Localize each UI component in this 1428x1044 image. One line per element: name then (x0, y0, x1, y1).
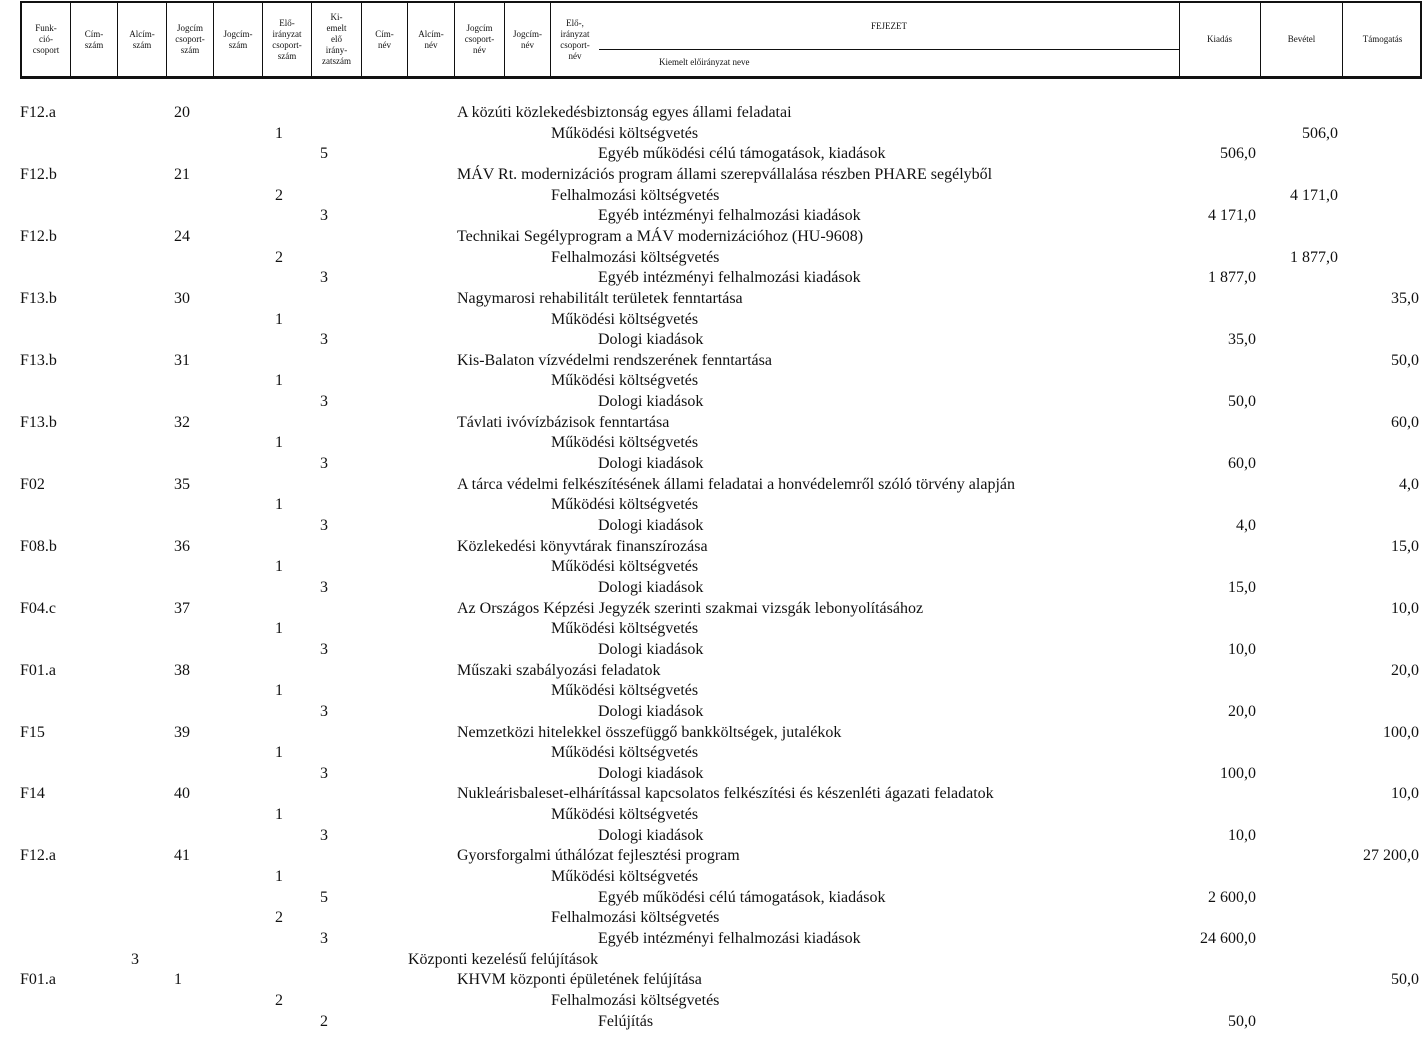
kiemelt-eloiranyzat-szam: 3 (320, 930, 328, 947)
table-row (0, 578, 1428, 598)
kiemelt-eloiranyzat-szam: 2 (320, 1013, 328, 1030)
funkcio-csoport: F12.b (20, 166, 57, 183)
eloiranyzat-csoport-szam: 2 (275, 249, 283, 266)
jogcim-csoport-szam: 41 (174, 847, 190, 864)
jogcim-csoport-szam: 21 (174, 166, 190, 183)
table-row (0, 537, 1428, 557)
funkcio-csoport: F01.a (20, 662, 56, 679)
table-row (0, 268, 1428, 288)
bevetel-header: Bevétel (1261, 3, 1343, 76)
eloiranyzat-csoport-szam: 1 (275, 868, 283, 885)
tamogatas-value: 27 200,0 (1363, 847, 1419, 864)
kiemelt-eloiranyzat-szam: 3 (320, 827, 328, 844)
item-name: Központi kezelésű felújítások (408, 951, 599, 968)
item-name: Gyorsforgalmi úthálózat fejlesztési program (457, 847, 740, 864)
funkcio-csoport: F13.b (20, 352, 57, 369)
eloiranyzat-csoport-szam: 1 (275, 620, 283, 637)
table-row (0, 413, 1428, 433)
jogcim-csoport-szam: 36 (174, 538, 190, 555)
table-row (0, 908, 1428, 928)
tamogatas-value: 100,0 (1383, 724, 1419, 741)
item-name: Dologi kiadások (598, 765, 704, 782)
jogcim-csoport-szam: 20 (174, 104, 190, 121)
table-row (0, 640, 1428, 660)
kiemelt-eloiranyzat-szam: 3 (320, 703, 328, 720)
item-name: Nagymarosi rehabilitált területek fenntartása (457, 290, 743, 307)
eloiranyzat-csoport-szam: 1 (275, 682, 283, 699)
kiemelt-eloiranyzat-szam: 5 (320, 145, 328, 162)
table-row (0, 351, 1428, 371)
funkcio-csoport: F02 (20, 476, 45, 493)
item-name: Működési költségvetés (551, 372, 699, 389)
item-name: Egyéb intézményi felhalmozási kiadások (598, 930, 861, 947)
funkcio-csoport: F14 (20, 785, 45, 802)
funkcio-csoport: F04.c (20, 600, 56, 617)
item-name: Közlekedési könyvtárak finanszírozása (457, 538, 708, 555)
tamogatas-value: 35,0 (1391, 290, 1419, 307)
table-row (0, 433, 1428, 453)
table-row (0, 619, 1428, 639)
tamogatas-header: Támogatás (1362, 34, 1403, 44)
bevetel-value: 506,0 (1302, 125, 1338, 142)
table-row (0, 743, 1428, 763)
tamogatas-value: 60,0 (1391, 414, 1419, 431)
jogcim-csoport-szam: 32 (174, 414, 190, 431)
eloiranyzat-csoport-szam: 2 (275, 187, 283, 204)
item-name: Nemzetközi hitelekkel összefüggő bankköltségek, jutalékok (457, 724, 842, 741)
item-name: KHVM központi épületének felújítása (457, 971, 702, 988)
jogcim-csoport-szam: 30 (174, 290, 190, 307)
fejezet-column (599, 3, 1180, 76)
table-row (0, 599, 1428, 619)
eloiranyzat-csoport-szam: 1 (275, 311, 283, 328)
kiemelt-eloiranyzat-szam: 5 (320, 889, 328, 906)
item-name: A közúti közlekedésbiztonság egyes állami feladatai (457, 104, 792, 121)
kiadas-value: 60,0 (1228, 455, 1256, 472)
table-row (0, 702, 1428, 722)
header-column-2: Alcím- szám (118, 3, 167, 76)
item-name: Működési költségvetés (551, 744, 699, 761)
kiemelt-eloiranyzat-szam: 3 (320, 765, 328, 782)
table-row (0, 144, 1428, 164)
table-row (0, 661, 1428, 681)
kiadas-value: 35,0 (1228, 331, 1256, 348)
kiemelt-eloiranyzat-szam: 3 (320, 579, 328, 596)
header-column-4: Jogcím- szám (214, 3, 263, 76)
kiadas-value: 506,0 (1220, 145, 1256, 162)
table-row (0, 495, 1428, 515)
table-row (0, 310, 1428, 330)
funkcio-csoport: F12.a (20, 104, 56, 121)
header-column-6: Ki- emelt elő irány- zatszám (312, 3, 362, 76)
table-row (0, 950, 1428, 970)
funkcio-csoport: F12.a (20, 847, 56, 864)
header-column-1: Cím- szám (71, 3, 118, 76)
table-row (0, 1012, 1428, 1032)
item-name: Egyéb intézményi felhalmozási kiadások (598, 269, 861, 286)
item-name: Dologi kiadások (598, 641, 704, 658)
eloiranyzat-csoport-szam: 1 (275, 744, 283, 761)
table-row (0, 784, 1428, 804)
jogcim-csoport-szam: 24 (174, 228, 190, 245)
item-name: Működési költségvetés (551, 868, 699, 885)
funkcio-csoport: F01.a (20, 971, 56, 988)
tamogatas-value: 10,0 (1391, 600, 1419, 617)
kiadas-value: 2 600,0 (1208, 889, 1256, 906)
table-row (0, 805, 1428, 825)
table-row (0, 371, 1428, 391)
table-row (0, 330, 1428, 350)
header-column-0: Funk- ció- csoport (22, 3, 71, 76)
kiemelt-eloiranyzat-szam: 3 (320, 455, 328, 472)
item-name: Dologi kiadások (598, 827, 704, 844)
eloiranyzat-csoport-szam: 2 (275, 909, 283, 926)
item-name: A tárca védelmi felkészítésének állami feladatai a honvédelemről szóló törvény alapján (457, 476, 1015, 493)
item-name: Dologi kiadások (598, 579, 704, 596)
table-row (0, 557, 1428, 577)
kiemelt-eloiranyzat-szam: 3 (320, 393, 328, 410)
table-row (0, 454, 1428, 474)
funkcio-csoport: F12.b (20, 228, 57, 245)
table-row (0, 475, 1428, 495)
item-name: Egyéb intézményi felhalmozási kiadások (598, 207, 861, 224)
kiadas-value: 50,0 (1228, 393, 1256, 410)
kiadas-value: 50,0 (1228, 1013, 1256, 1030)
kiadas-value: 4,0 (1236, 517, 1256, 534)
funkcio-csoport: F15 (20, 724, 45, 741)
item-name: Az Országos Képzési Jegyzék szerinti szakmai vizsgák lebonyolításához (457, 600, 924, 617)
item-name: Felhalmozási költségvetés (551, 187, 720, 204)
header-column-7: Cím- név (362, 3, 408, 76)
tamogatas-value: 20,0 (1391, 662, 1419, 679)
bevetel-value: 4 171,0 (1290, 187, 1338, 204)
kiadas-header: Kiadás (1179, 3, 1261, 76)
item-name: Nukleárisbaleset-elhárítással kapcsolatos felkészítési és készenléti ágazati feladatok (457, 785, 994, 802)
item-name: Egyéb működési célú támogatások, kiadások (598, 145, 886, 162)
item-name: Dologi kiadások (598, 393, 704, 410)
item-name: Dologi kiadások (598, 331, 704, 348)
kiadas-value: 100,0 (1220, 765, 1256, 782)
table-header (20, 1, 1422, 79)
item-name: Felhalmozási költségvetés (551, 909, 720, 926)
eloiranyzat-csoport-szam: 1 (275, 434, 283, 451)
tamogatas-value: 15,0 (1391, 538, 1419, 555)
kiemelt-eloiranyzat-szam: 3 (320, 517, 328, 534)
table-row (0, 248, 1428, 268)
kiadas-value: 15,0 (1228, 579, 1256, 596)
header-column-10: Jogcím- név (505, 3, 551, 76)
jogcim-csoport-szam: 35 (174, 476, 190, 493)
table-row (0, 991, 1428, 1011)
funkcio-csoport: F13.b (20, 290, 57, 307)
item-name: Technikai Segélyprogram a MÁV modernizációhoz (HU-9608) (457, 228, 864, 245)
tamogatas-value: 50,0 (1391, 352, 1419, 369)
item-name: Működési költségvetés (551, 434, 699, 451)
jogcim-csoport-szam: 37 (174, 600, 190, 617)
jogcim-csoport-szam: 31 (174, 352, 190, 369)
table-row (0, 764, 1428, 784)
table-row (0, 392, 1428, 412)
table-row (0, 186, 1428, 206)
kiadas-value: 4 171,0 (1208, 207, 1256, 224)
table-row (0, 970, 1428, 990)
table-row (0, 929, 1428, 949)
table-row (0, 289, 1428, 309)
eloiranyzat-csoport-szam: 1 (275, 372, 283, 389)
item-name: Dologi kiadások (598, 517, 704, 534)
item-name: Egyéb működési célú támogatások, kiadások (598, 889, 886, 906)
item-name: Felhalmozási költségvetés (551, 992, 720, 1009)
table-row (0, 124, 1428, 144)
kiemelt-eloiranyzat-szam: 3 (320, 207, 328, 224)
item-name: Működési költségvetés (551, 682, 699, 699)
table-row (0, 867, 1428, 887)
header-column-3: Jogcím csoport- szám (167, 3, 214, 76)
kiadas-value: 20,0 (1228, 703, 1256, 720)
kiemelt-eloiranyzat-szam: 3 (320, 641, 328, 658)
kiemelt-eloiranyzat-szam: 3 (320, 269, 328, 286)
eloiranyzat-csoport-szam: 1 (275, 558, 283, 575)
item-name: Működési költségvetés (551, 558, 699, 575)
table-row (0, 103, 1428, 123)
eloiranyzat-csoport-szam: 1 (275, 125, 283, 142)
funkcio-csoport: F13.b (20, 414, 57, 431)
fejezet-label: FEJEZET (599, 3, 1179, 50)
table-row (0, 206, 1428, 226)
table-row (0, 846, 1428, 866)
item-name: Működési költségvetés (551, 620, 699, 637)
table-row (0, 227, 1428, 247)
item-name: Felújítás (598, 1013, 654, 1030)
item-name: Dologi kiadások (598, 455, 704, 472)
table-row (0, 826, 1428, 846)
tamogatas-value: 4,0 (1399, 476, 1419, 493)
item-name: Távlati ivóvízbázisok fenntartása (457, 414, 670, 431)
item-name: MÁV Rt. modernizációs program állami szerepvállalása részben PHARE segélyből (457, 166, 993, 183)
table-row (0, 165, 1428, 185)
item-name: Felhalmozási költségvetés (551, 249, 720, 266)
table-row (0, 681, 1428, 701)
item-name: Működési költségvetés (551, 496, 699, 513)
item-name: Működési költségvetés (551, 311, 699, 328)
cim-szam: 3 (131, 951, 139, 968)
tamogatas-value: 50,0 (1391, 971, 1419, 988)
kiadas-value: 10,0 (1228, 827, 1256, 844)
item-name: Működési költségvetés (551, 806, 699, 823)
item-name: Működési költségvetés (551, 125, 699, 142)
header-column-8: Alcím- név (408, 3, 455, 76)
header-column-9: Jogcím csoport- név (455, 3, 505, 76)
jogcim-csoport-szam: 1 (174, 971, 182, 988)
funkcio-csoport: F08.b (20, 538, 57, 555)
header-column-11: Elő-, irányzat csoport- név (560, 17, 590, 61)
bevetel-value: 1 877,0 (1290, 249, 1338, 266)
kiadas-value: 24 600,0 (1200, 930, 1256, 947)
kiemelt-label: Kiemelt előirányzat neve (659, 57, 750, 67)
eloiranyzat-csoport-szam: 1 (275, 806, 283, 823)
jogcim-csoport-szam: 38 (174, 662, 190, 679)
kiemelt-eloiranyzat-szam: 3 (320, 331, 328, 348)
table-row (0, 723, 1428, 743)
item-name: Műszaki szabályozási feladatok (457, 662, 661, 679)
table-row (0, 516, 1428, 536)
eloiranyzat-csoport-szam: 1 (275, 496, 283, 513)
jogcim-csoport-szam: 40 (174, 785, 190, 802)
eloiranyzat-csoport-szam: 2 (275, 992, 283, 1009)
kiadas-value: 10,0 (1228, 641, 1256, 658)
kiadas-value: 1 877,0 (1208, 269, 1256, 286)
item-name: Kis-Balaton vízvédelmi rendszerének fenntartása (457, 352, 772, 369)
tamogatas-value: 10,0 (1391, 785, 1419, 802)
item-name: Dologi kiadások (598, 703, 704, 720)
table-row (0, 888, 1428, 908)
jogcim-csoport-szam: 39 (174, 724, 190, 741)
header-column-5: Elő- irányzat csoport- szám (263, 3, 312, 76)
